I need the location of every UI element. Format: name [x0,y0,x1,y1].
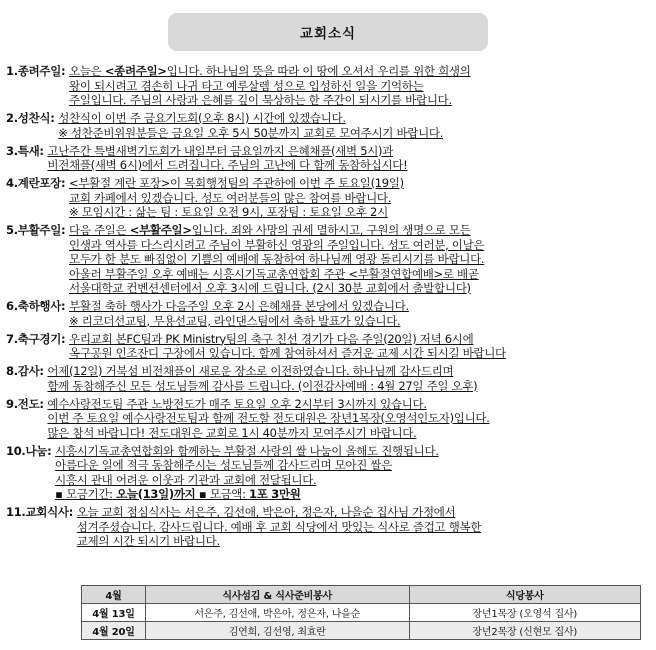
notice-item [6,332,648,361]
notice-line [77,505,648,520]
row-kitchen-team: 장년2목장 (신현모 집사) [409,622,640,640]
notice-text: 이번 주 토요일 예수사랑전도팀과 함께 전도할 전도대원은 장년1목장(오영석인도자)입니다. [47,411,490,425]
table-row [82,604,641,622]
notice-line [69,93,648,108]
notice-text: 인생과 역사를 다스리시려고 주님이 부활하신 영광의 주일입니다. 성도 여러분, 이날은 [69,237,485,252]
row-meal-servers: 서은주, 김선애, 박은아, 정은자, 나을순 [145,604,409,622]
notice-label: 7.축구경기: [6,331,70,346]
notice-item [6,397,648,441]
notice-text: 오늘은 [69,64,105,78]
notice-text: ※ 리코더선교팀, 무용선교팀, 라인댄스팀에서 축하 발표가 있습니다. [69,313,401,328]
notice-line [69,191,648,206]
notice-text: 섬겨주셨습니다. 감사드립니다. 예배 후 교회 식당에서 맛있는 식사로 즐겁고 행복한 [76,519,482,534]
notice-item [6,176,648,220]
notice-label: 1.종려주일: [6,64,70,78]
header-meal-service: 식사섬김 & 식사준비봉사 [145,586,409,604]
notice-list [6,64,648,552]
notice-text: 시흥시 관내 어려운 이웃과 기관과 교회에 전달됩니다. [55,472,317,487]
notice-label: 8.감사: [6,364,48,378]
notice-line [47,379,648,394]
notice-item [6,111,648,140]
notice-label: 4.계란포장: [6,176,70,190]
notice-label: 10.나눔: [6,443,56,458]
notice-text: 예수사랑전도팀 주관 노방전도가 매주 토요일 오후 2시부터 3시까지 있습니다. [47,396,427,411]
notice-label: 3.특새: [6,143,48,158]
notice-text-bold: <부활주일> [129,223,192,237]
notice-text: 주일입니다. 주님의 사랑과 은혜를 깊이 묵상하는 한 주간이 되시기를 바랍니다. [69,93,452,107]
notice-text: 함께 동참해주신 모든 성도님들께 감사를 드립니다. (이전감사예배 : 4월 27일 주일 오후) [47,378,478,393]
notice-item [6,505,648,549]
notice-text: 모두가 한 분도 빠짐없이 기쁨의 예배에 동참하여 하나님께 영광 돌리시기를 바랍니다. [69,252,485,266]
notice-line [55,473,648,488]
row-kitchen-team: 장년1목장 (오영석 집사) [409,604,640,622]
notice-line [47,158,648,173]
notice-line [69,176,648,191]
notice-text: 옥구공원 인조잔디 구장에서 있습니다. 함께 참여하셔서 즐거운 교제 시간 되시길 바랍니다 [69,346,506,360]
notice-text: ※ 성찬준비위원분들은 금요일 오후 5시 50분까지 교회로 모여주시기 바랍니다. [58,125,444,140]
row-date: 4월 13일 [82,604,146,622]
notice-text: 어제(12일) 거북섬 비전채플이 새로운 장소로 이전하였습니다. 하나님께 감사드리며 [47,364,454,378]
notice-item [6,444,648,502]
notice-text: 성찬식이 이번 주 금요기도회(오후 8시) 시간에 있겠습니다. [58,111,346,125]
notice-text: 부활절 축하 행사가 다음주일 오후 2시 은혜채플 본당에서 있겠습니다. [69,299,409,313]
notice-line [69,314,648,329]
notice-line [69,267,648,282]
notice-text: 교제의 시간 되시기 바랍니다. [76,534,220,548]
header-month: 4월 [82,586,146,604]
page-title: 교회소식 [168,13,488,51]
notice-text: ▪ 모금기간: [55,487,117,501]
notice-label: 6.축하행사: [6,299,70,313]
notice-text: 고난주간 특별새벽기도회가 내일부터 금요일까지 은혜채플(새벽 5시)과 [47,143,394,158]
notice-line [69,79,648,94]
notice-line [69,346,648,361]
notice-line [55,444,648,459]
notice-label: 5.부활주일: [6,223,70,237]
notice-line [58,111,648,126]
notice-text: 아울러 부활주일 오후 예배는 시흥시기독교총연합회 주관 <부활절연합예배>로 배곧 [69,266,479,281]
table-header-row [82,586,641,604]
notice-text: <부활절 계란 포장>이 목회행정팀의 주관하에 이번 주 토요일(19일) [69,176,404,190]
notice-label: 11.교회식사: [6,505,77,519]
notice-text: 아름다운 일에 적극 동참해주시는 성도님들께 감사드리며 모아진 쌀은 [55,458,393,472]
notice-item [6,64,648,108]
notice-line [47,144,648,159]
notice-text: 왕이 되시려고 겸손히 나귀 타고 예루살렘 성으로 입성하신 일을 기억하는 [69,78,424,93]
notice-text: 시흥시기독교총연합회와 함께하는 부활절 사랑의 쌀 나눔이 올해도 진행됩니다. [55,443,439,458]
notice-text: 우리교회 본FC팀과 PK Ministry팀의 축구 친선 경기가 다음 주일(20일) 저녁 6시에 [69,331,474,346]
notice-line [55,458,648,473]
notice-line [58,126,648,141]
table-row [82,622,641,640]
notice-text-bold: 오늘(13일)까지 [116,487,196,501]
header-kitchen-service: 식당봉사 [409,586,640,604]
notice-line [69,252,648,267]
notice-line [47,426,648,441]
notice-line [69,64,648,79]
notice-text: ※ 모임시간 : 삶는 팀 : 토요일 오전 9시, 포장팀 : 토요일 오후 2시 [69,205,388,219]
notice-item [6,364,648,393]
notice-line [47,411,648,426]
notice-line [77,520,648,535]
notice-line [55,487,648,502]
notice-line [69,299,648,314]
notice-line [77,534,648,549]
notice-text: 교회 카페에서 있겠습니다. 성도 여러분들의 많은 참여를 바랍니다. [69,190,392,205]
notice-text: 입니다. 하나님의 뜻을 따라 이 땅에 오셔서 우리를 위한 희생의 [166,64,471,78]
notice-text: 많은 참석 바랍니다! 전도대원은 교회로 1시 40분까지 모여주시기 바랍니다. [47,425,417,440]
notice-line [69,332,648,347]
row-meal-servers: 김연희, 김선영, 최효란 [145,622,409,640]
notice-line [69,223,648,238]
notice-line [69,281,648,296]
notice-text: 서울대학교 컨벤션센터에서 오후 3시에 드립니다. (2시 30분 교회에서 출발합니다) [69,281,471,295]
notice-text: 비전채플(새벽 6시)에서 드려집니다. 주님의 고난에 다 함께 동참하십시다! [47,158,408,172]
notice-line [47,364,648,379]
notice-text-bold: 1포 3만원 [249,487,301,501]
notice-line [69,238,648,253]
notice-line [47,397,648,412]
notice-label: 9.전도: [6,396,48,411]
notice-label: 2.성찬식: [6,111,59,125]
notice-text: 오늘 교회 점심식사는 서은주, 김선애, 박은아, 정은자, 나을순 집사님 가정에서 [76,505,456,519]
notice-text: 입니다. 죄와 사망의 권세 멸하시고, 구원의 생명으로 모든 [191,223,471,237]
notice-line [69,205,648,220]
notice-item [6,223,648,296]
notice-item [6,299,648,328]
notice-text: ▪ 모금액: [195,487,250,501]
meal-schedule-table [81,585,641,640]
notice-text: 다음 주일은 [69,223,130,237]
notice-text-bold: <종려주일> [104,64,167,78]
row-date: 4월 20일 [82,622,146,640]
notice-item [6,144,648,173]
